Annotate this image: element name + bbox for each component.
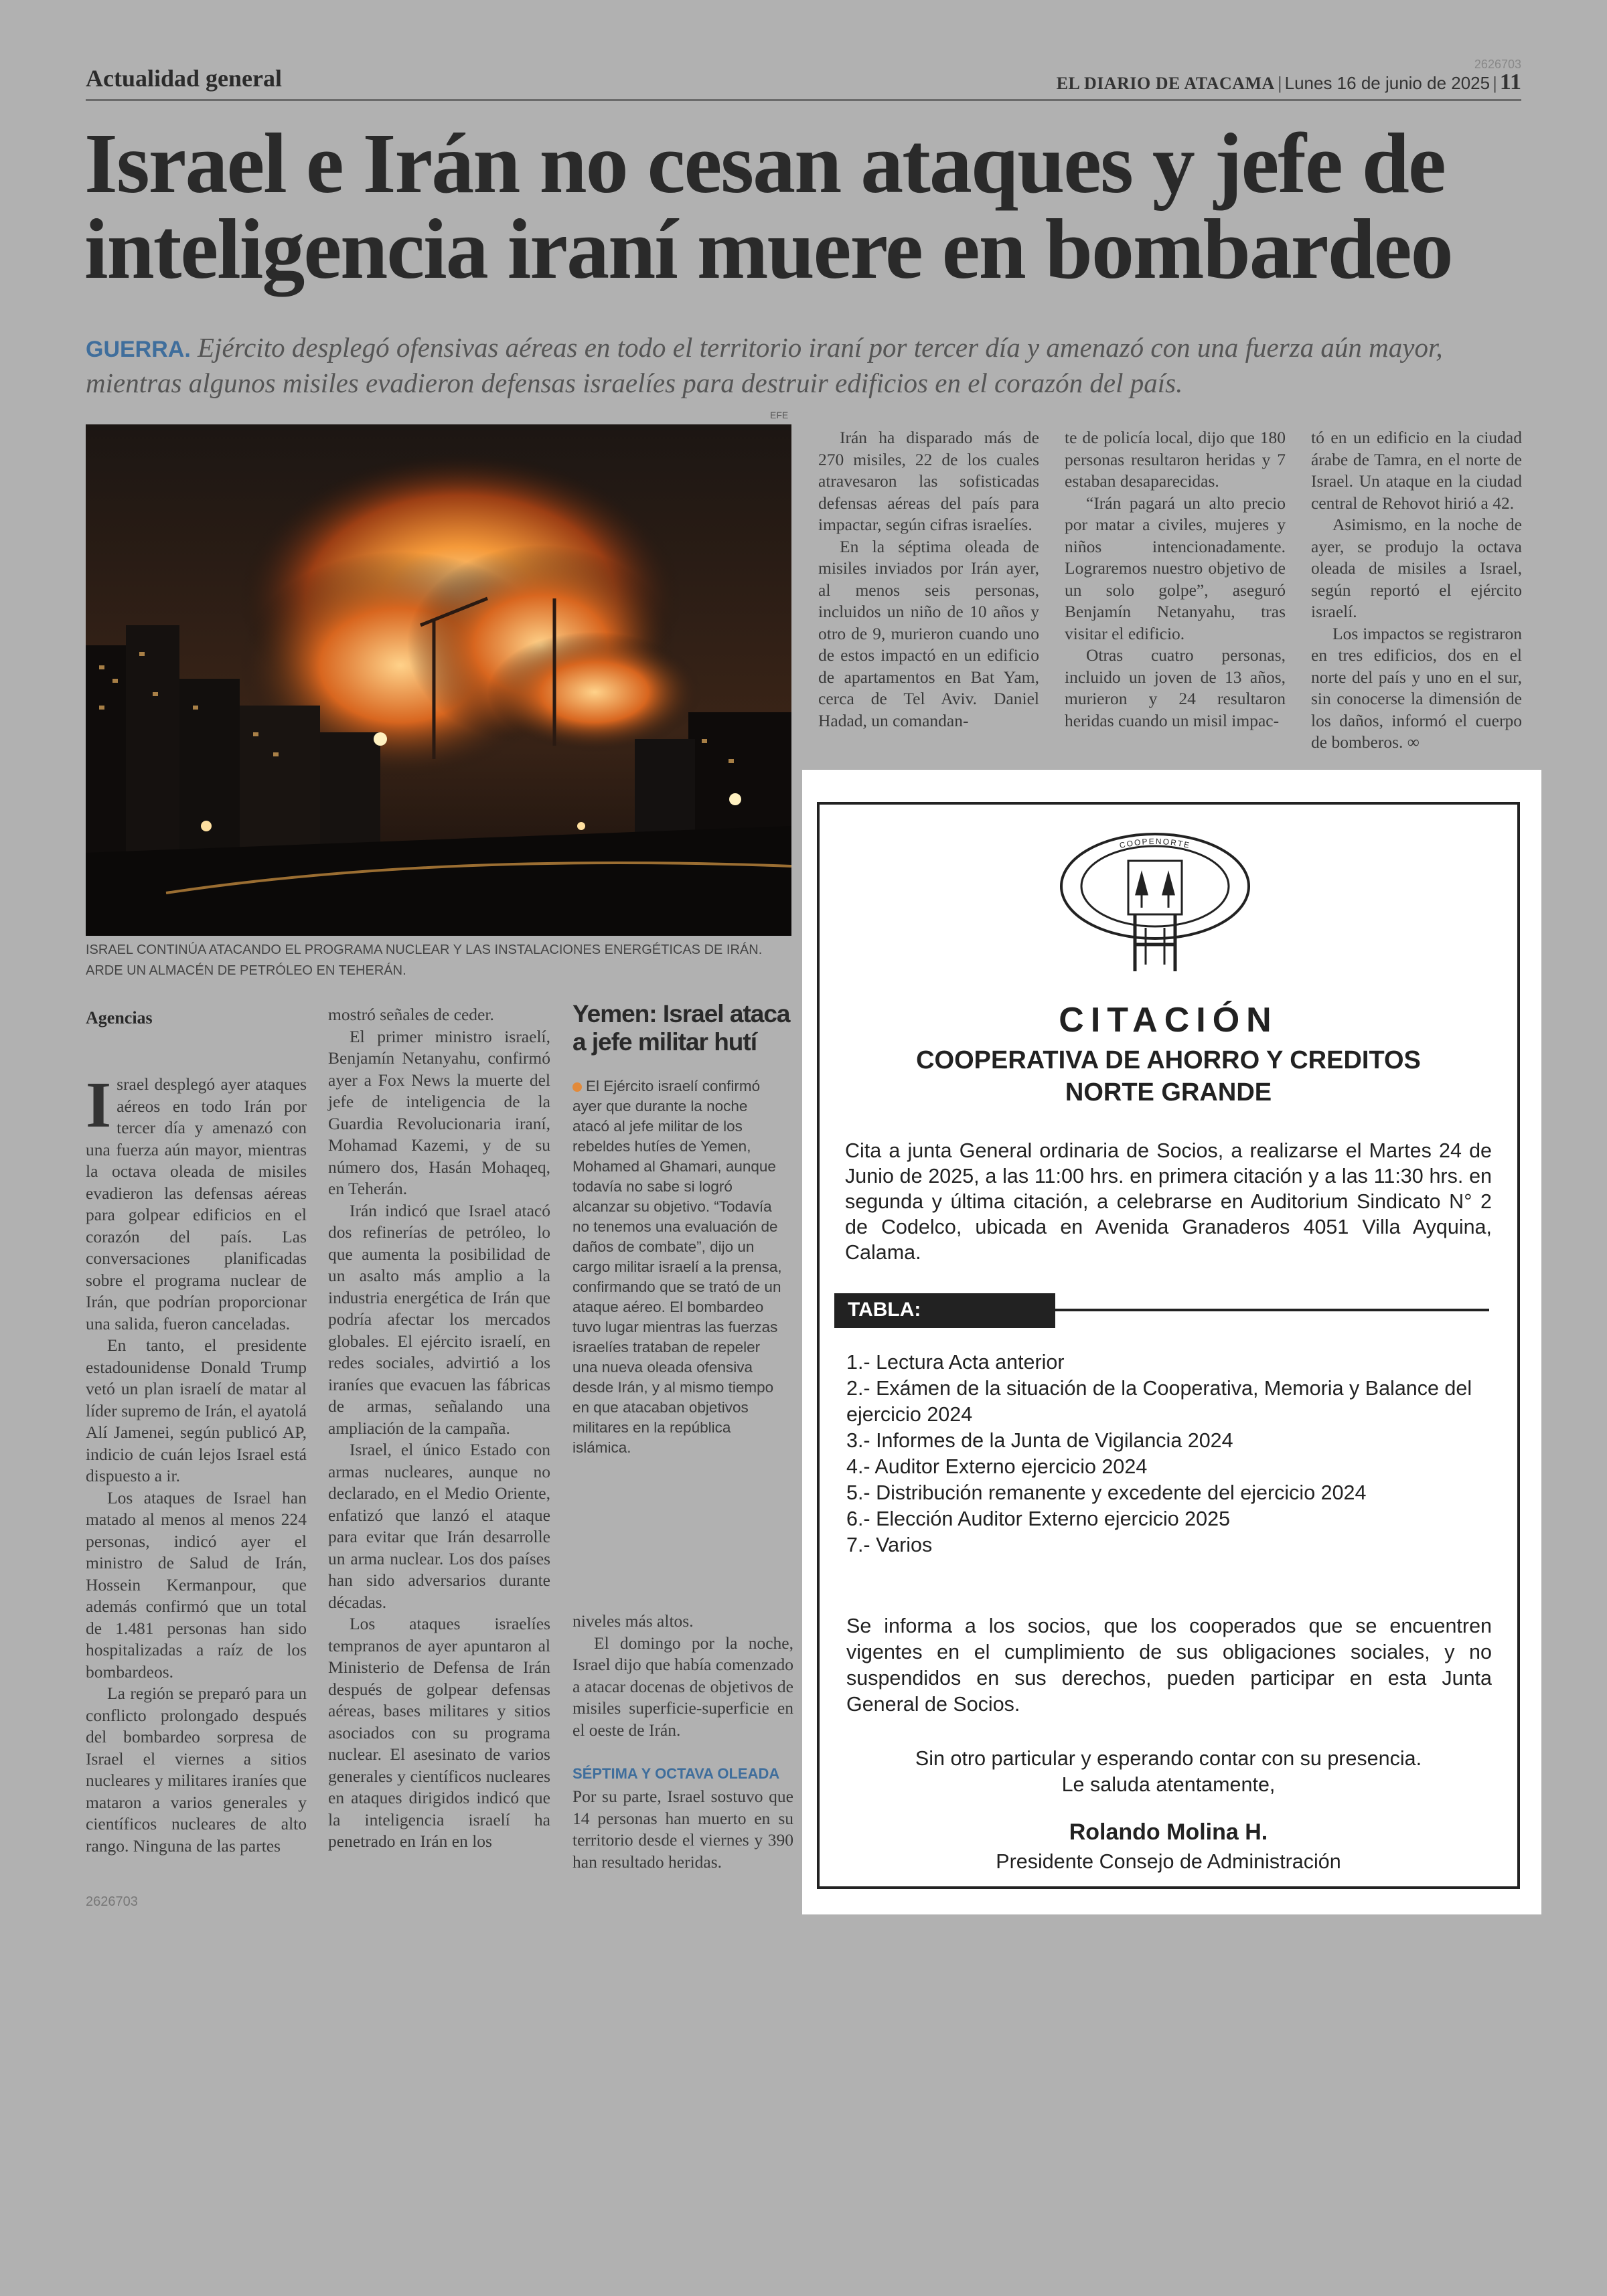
article-column-6 [1311, 427, 1522, 754]
reference-number-bottom: 2626703 [86, 1894, 138, 1909]
header-rule [86, 99, 1521, 101]
masthead: EL DIARIO DE ATACAMA | Lunes 16 de junio de 2025 | 11 [1056, 70, 1521, 94]
sidebar-text [572, 1076, 788, 1458]
article-paragraph: Los ataques de Israel han matado al menos al menos 224 personas, indicó ayer el ministro de Salud de Irán, Hossein Kermanpour, que además confirmó que un total de 1.481 personas han sido hospitalizadas a raíz de los bombardeos. [86, 1487, 307, 1682]
sidebar-title: Yemen: Israel ataca a jefe militar hutí [572, 1000, 790, 1056]
page-number: 11 [1499, 70, 1521, 94]
article-paragraph [1311, 623, 1522, 754]
article-column-5 [1065, 427, 1286, 732]
article-paragraph: Los ataques israelíes tempranos de ayer apuntaron al Ministerio de Defensa de Irán después de golpear defensas aéreas, bases militares y sitios asociados con su programa nuclear. El asesinato de varios generales y científicos nucleares en ataques dirigidos indicó que la inteligencia israelí ha penetrado en Irán en los [328, 1614, 550, 1851]
closing-line-2: Le saluda atentamente, [1061, 1773, 1276, 1796]
agenda-item: 1.- Lectura Acta anterior [846, 1351, 1065, 1374]
end-mark-icon: ∞ [1407, 732, 1420, 752]
signer-role: Presidente Consejo de Administración [996, 1850, 1341, 1873]
article-paragraph: Otras cuatro personas, incluido un joven de 13 años, murieron y 24 resultaron heridas cuando un misil impac- [1065, 645, 1286, 730]
article-paragraph: niveles más altos. [572, 1611, 694, 1631]
tabla-label: TABLA: [848, 1299, 921, 1321]
article-paragraph: Irán ha disparado más de 270 misiles, 22 de los cuales atravesaron las sofisticadas defensas aéreas del país para impactar, según cifras israelíes. [818, 428, 1039, 534]
article-paragraph: Irán indicó que Israel atacó dos refinerías de petróleo, lo que aumenta la posibilidad de un asalto más amplio a la industria energética de Irán que podría afectar los mercados globales. El ejército israelí, en redes sociales, advirtió a los iraníes que evacuen las fábricas de armas, señalando una ampliación de la campaña. [328, 1200, 550, 1438]
photo-caption: ISRAEL CONTINÚA ATACANDO EL PROGRAMA NUCLEAR Y LAS INSTALACIONES ENERGÉTICAS DE IRÁN. ARDE UN ALMACÉN DE PETRÓLEO EN TEHERÁN. [86, 942, 763, 978]
drop-cap: I [86, 1069, 112, 1141]
paragraph-text: Los impactos se registraron en tres edificios, dos en el norte del país y uno en el sur, sin conocerse la dimensión de los daños, informó el cuerpo de bomberos. [1311, 623, 1522, 752]
bullet-icon [572, 1082, 582, 1092]
ad-note: Se informa a los socios, que los cooperados que se encuentren vigentes en el cumplimiento de sus obligaciones sociales, y no suspendidos en sus derechos, pueden participar en esta Junta General de Socios. [846, 1615, 1492, 1716]
agenda-list [846, 1349, 1503, 1558]
ad-closing [817, 1746, 1520, 1798]
article-paragraph: La región se preparó para un conflicto prolongado después del bombardeo sorpresa de Israel el viernes a sitios nucleares y militares iraníes que mataron a varios generales y científicos nucleares de alto rango. Ninguna de las partes [86, 1684, 307, 1856]
agenda-item: 5.- Distribución remanente y excedente del ejercicio 2024 [846, 1481, 1367, 1504]
article-column-3 [572, 1611, 793, 1741]
ad-title: CITACIÓN [1059, 1001, 1278, 1040]
logo-icon [1055, 827, 1255, 975]
svg-text:COOPENORTE [1119, 837, 1192, 850]
article-paragraph: En la séptima oleada de misiles inviados por Irán ayer, al menos seis personas, incluidos un niño de 10 años y otro de 9, murieron cuando uno de estos impactó en un edificio de apartamentos en Bat Yam, cerca de Tel Aviv. Daniel Hadad, un comandan- [818, 536, 1039, 730]
photo-credit: EFE [770, 410, 789, 420]
agenda-item: 3.- Informes de la Junta de Vigilancia 2024 [846, 1429, 1233, 1452]
headline: Israel e Irán no cesan ataques y jefe de inteligencia iraní muere en bombardeo [84, 116, 1452, 297]
article-column-3-cont [572, 1786, 793, 1873]
reference-number-top: 2626703 [1474, 58, 1521, 71]
article-column-1 [86, 1069, 307, 1857]
paragraph-text: srael desplegó ayer ataques aéreos en todo Irán por tercer día y amenazó con una fuerza aún mayor, mientras la octava oleada de misiles evadieron las defensas aéreas para golpear edificios en el corazón del país. Las conversaciones planificadas sobre el programa nuclear de Irán, que podrían proporcionar una salida, fueron canceladas. [86, 1074, 307, 1333]
article-paragraph [86, 1069, 307, 1335]
article-paragraph: Israel, el único Estado con armas nucleares, aunque no declarado, en el Medio Oriente, enfatizó que lanzó el ataque para evitar que Irán desarrolle un arma nuclear. Los dos países han sido adversarios durante décadas. [328, 1440, 550, 1612]
logo-text: COOPENORTE [1118, 836, 1192, 851]
article-paragraph: “Irán pagará un alto precio por matar a civiles, mujeres y niños intencionadamente. Lograremos nuestro objetivo de un solo golpe”, aseguró Benjamín Netanyahu, tras visitar el edificio. [1065, 493, 1286, 643]
news-photo [86, 424, 791, 936]
article-paragraph: te de policía local, dijo que 180 personas resultaron heridas y 7 estaban desaparecidas. [1065, 428, 1286, 491]
article-column-2 [328, 1004, 550, 1853]
coopenorte-logo [1055, 827, 1255, 975]
article-paragraph: Asimismo, en la noche de ayer, se produjo la octava oleada de misiles a Israel, según reportó el ejército israelí. [1311, 515, 1522, 621]
article-paragraph: Por su parte, Israel sostuvo que 14 personas han muerto en su territorio desde el viernes y 390 han resultado heridas. [572, 1787, 793, 1872]
byline: Agencias [86, 1008, 153, 1028]
article-paragraph: El primer ministro israelí, Benjamín Netanyahu, confirmó ayer a Fox News la muerte del jefe de inteligencia de la Guardia Revolucionaria iraní, Mohamad Kazemi, y de su número dos, Hasán Mohaqeq, en Teherán. [328, 1026, 550, 1198]
deck [86, 331, 1525, 400]
tabla-rule [1055, 1309, 1489, 1311]
agenda-item: 2.- Exámen de la situación de la Cooperativa, Memoria y Balance del ejercicio 2024 [846, 1377, 1472, 1426]
article-paragraph: El domingo por la noche, Israel dijo que había comenzado a atacar docenas de objetivos de misiles superficie-superficie en el oeste de Irán. [572, 1633, 793, 1740]
newspaper-name: EL DIARIO DE ATACAMA [1056, 74, 1275, 93]
article-paragraph: En tanto, el presidente estadounidense Donald Trump vetó un plan israelí de matar al líder supremo de Irán, el ayatolá Alí Jamenei, según publicó AP, indicio de cuán lejos Israel está dispuesto a ir. [86, 1335, 307, 1485]
signer-name: Rolando Molina H. [1069, 1819, 1268, 1845]
deck-text: Ejército desplegó ofensivas aéreas en todo el territorio iraní por tercer día y amenazó con una fuerza aún mayor, mientras algunos misiles evadieron defensas israelíes para destruir edificios en el corazón del país. [86, 332, 1443, 398]
article-paragraph: tó en un edificio en la ciudad árabe de Tamra, en el norte de Israel. Un ataque en la ciudad central de Rehovot hirió a 42. [1311, 428, 1522, 513]
sidebar-body: El Ejército israelí confirmó ayer que durante la noche atacó al jefe militar de los rebeldes hutíes de Yemen, Mohamed al Ghamari, aunque todavía no sabe si logró alcanzar su objetivo. “Todavía no tenemos una evaluación de daños de combate”, dijo un cargo militar israelí a la prensa, confirmando que se trató de un ataque aéreo. El bombardeo tuvo lugar mientras las fuerzas israelíes trataban de repeler una nueva oleada ofensiva desde Irán, y al mismo tiempo en que atacaban objetivos militares en la república islámica. [572, 1078, 782, 1456]
agenda-item: 6.- Elección Auditor Externo ejercicio 2025 [846, 1507, 1231, 1530]
section-label: Actualidad general [86, 65, 282, 92]
article-paragraph: mostró señales de ceder. [328, 1005, 494, 1024]
ad-subtitle: COOPERATIVA DE AHORRO Y CREDITOS NORTE GRANDE [916, 1046, 1421, 1106]
ad-body: Cita a junta General ordinaria de Socios, a realizarse el Martes 24 de Junio de 2025, a las 11:00 hrs. en primera citación y a las 11:30 hrs. en segunda y última citación, a celebrarse en Auditorium Sindicato N° 2 de Codelco, ubicada en Avenida Granaderos 4051 Villa Ayquina, Calama. [845, 1139, 1492, 1264]
deck-kicker: GUERRA. [86, 337, 191, 362]
subhead: SÉPTIMA Y OCTAVA OLEADA [572, 1765, 780, 1782]
agenda-item: 4.- Auditor Externo ejercicio 2024 [846, 1455, 1148, 1478]
agenda-item: 7.- Varios [846, 1534, 933, 1556]
article-column-4 [818, 427, 1039, 732]
issue-date: Lunes 16 de junio de 2025 [1284, 73, 1490, 93]
photo-fire-scene [86, 424, 791, 936]
closing-line-1: Sin otro particular y esperando contar con su presencia. [915, 1747, 1422, 1770]
